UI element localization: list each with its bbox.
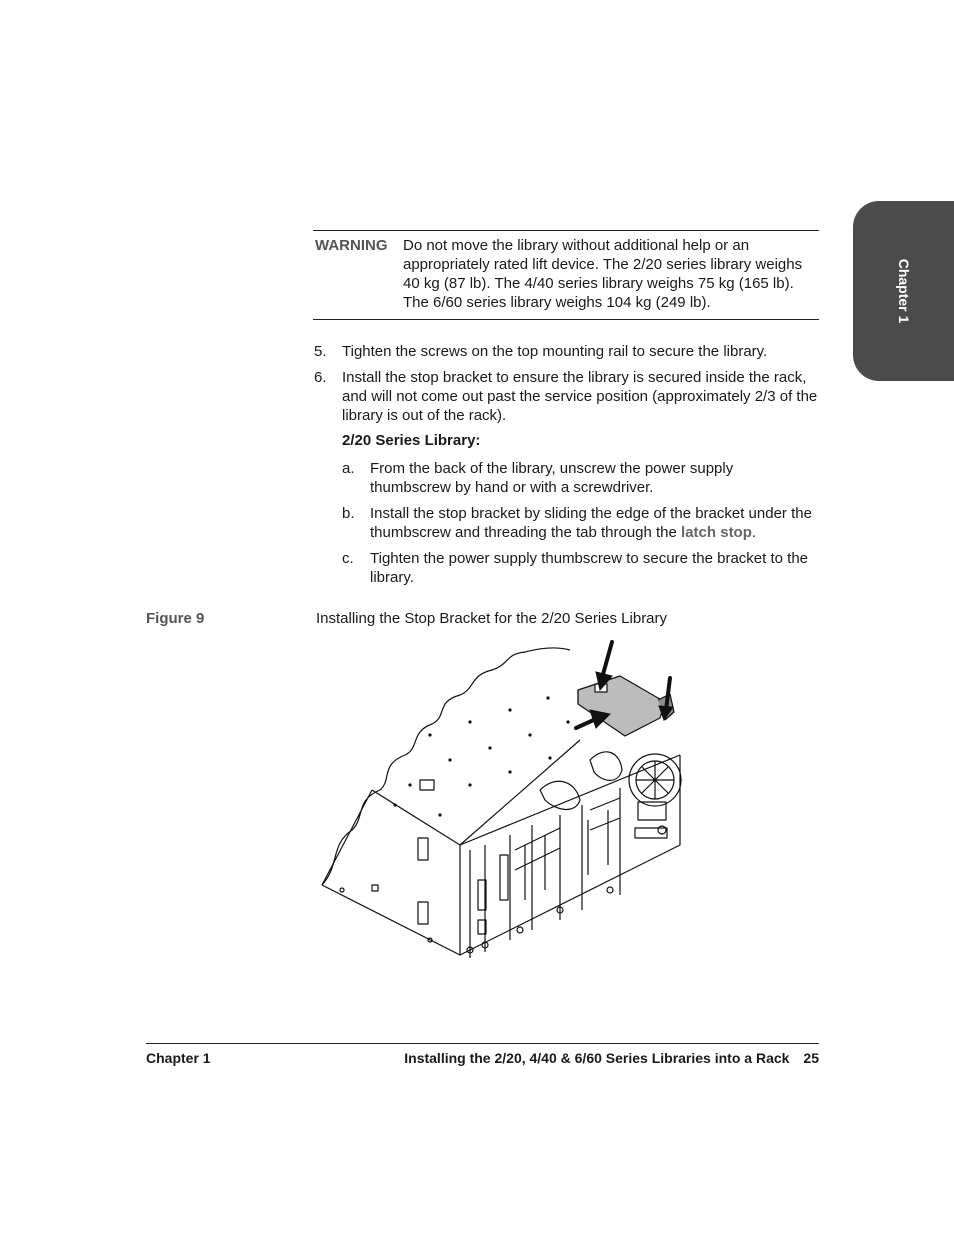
footer-title-text: Installing the 2/20, 4/40 & 6/60 Series Libraries into a Rack [404, 1050, 790, 1066]
substep-text [370, 504, 816, 542]
substep-letter: a. [342, 460, 355, 477]
chapter-tab-label: Chapter 1 [895, 258, 912, 324]
step-text: Tighten the screws on the top mounting rail to secure the library. [342, 343, 768, 360]
substep-text: From the back of the library, unscrew the power supply thumbscrew by hand or with a screwdriver. [370, 460, 734, 496]
subheading: 2/20 Series Library: [342, 432, 481, 449]
substep-text: Tighten the power supply thumbscrew to secure the bracket to the library. [370, 550, 809, 586]
step-text: Install the stop bracket to ensure the library is secured inside the rack, and will not come out past the service position (approximately 2/3 of the library is out of the rack). [342, 369, 818, 424]
substep-text-after: . [751, 524, 757, 541]
step-number: 5. [314, 343, 327, 360]
page-number: 25 [803, 1050, 819, 1066]
substep-text-before: Install the stop bracket by sliding the edge of the bracket under the thumbscrew and threading the tab through the [370, 505, 812, 541]
substep-letter: b. [342, 505, 355, 522]
latch-stop-link[interactable]: latch stop [681, 524, 752, 541]
chapter-tab [853, 201, 954, 381]
warning-text: Do not move the library without additional help or an appropriately rated lift device. The 2/20 series library weighs 40 kg (87 lb). The 4/40 series library weighs 75 kg (165 lb). The 6/60 series library weighs 104 kg (249 lb). [403, 237, 803, 311]
footer-rule [146, 1043, 819, 1044]
warning-box [313, 230, 819, 320]
figure-caption: Installing the Stop Bracket for the 2/20 Series Library [316, 610, 668, 627]
footer-title [404, 1050, 819, 1066]
step-number: 6. [314, 369, 327, 386]
warning-label: WARNING [315, 237, 388, 254]
footer-chapter: Chapter 1 [146, 1050, 211, 1066]
stop-bracket-illustration [320, 640, 700, 970]
figure-label: Figure 9 [146, 610, 205, 627]
substep-letter: c. [342, 550, 354, 567]
